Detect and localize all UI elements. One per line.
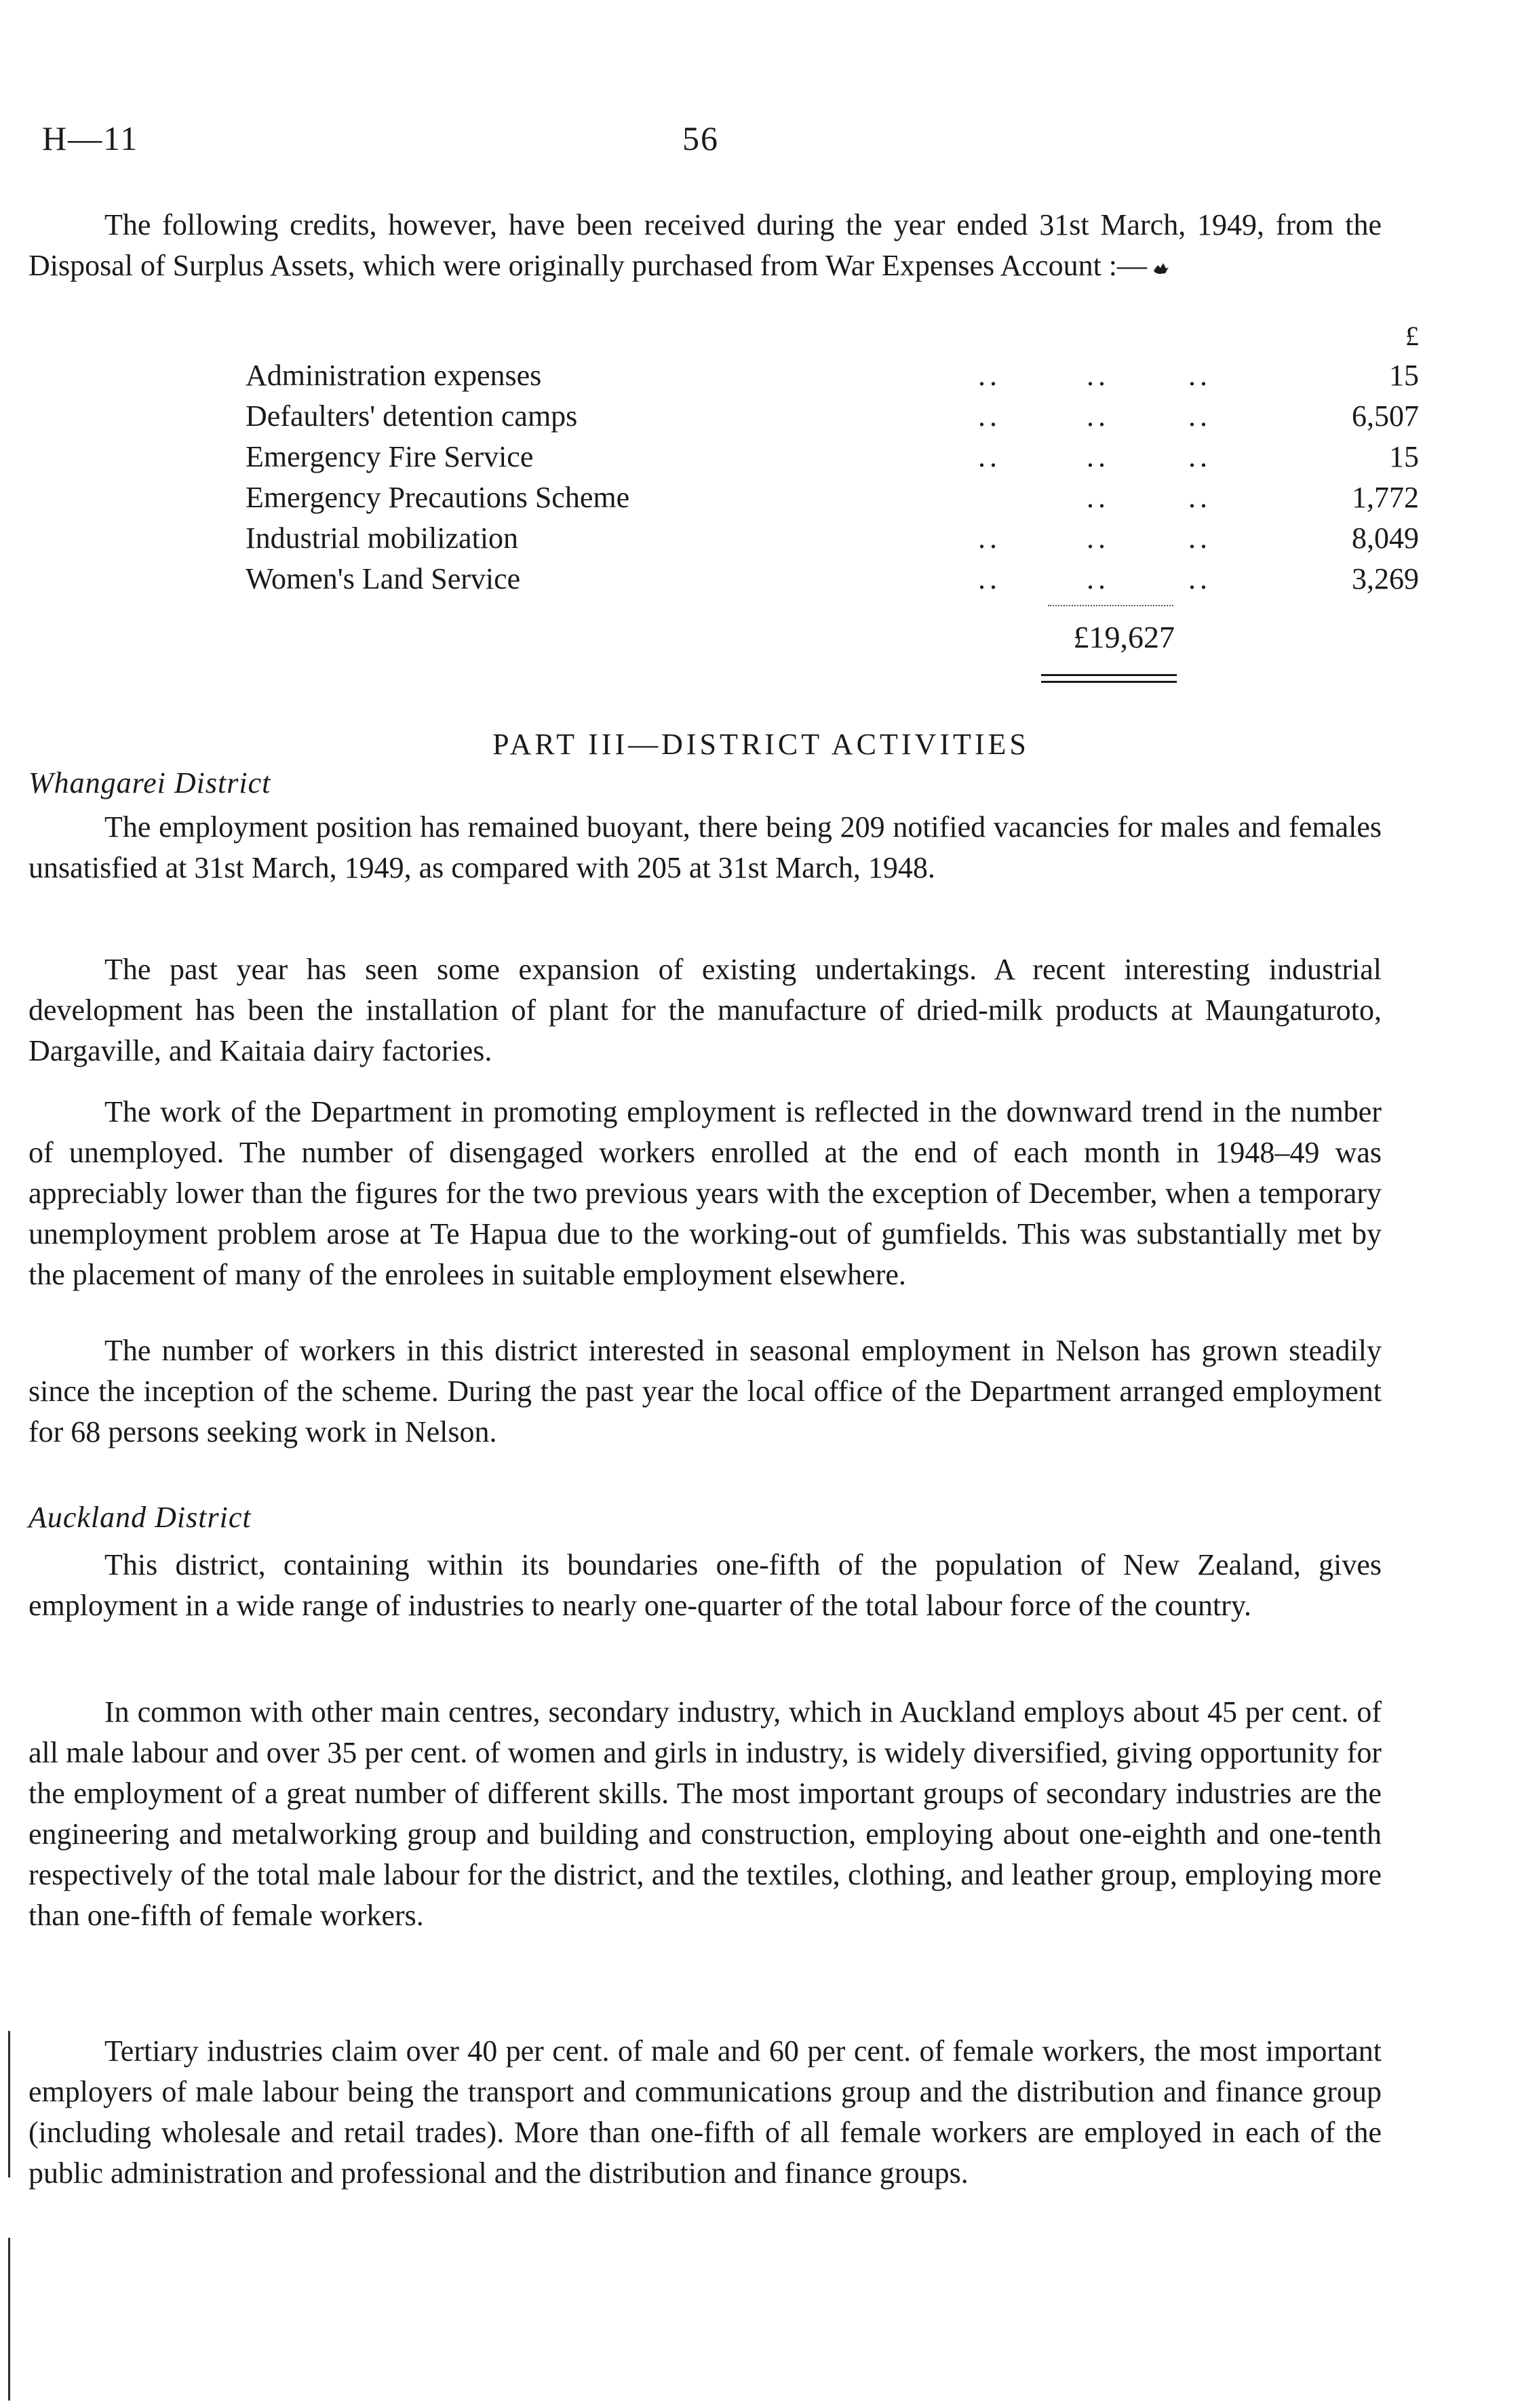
dot-leader: .. bbox=[978, 440, 1001, 473]
total-double-rule bbox=[1041, 674, 1177, 683]
credit-label: Industrial mobilization bbox=[246, 521, 519, 555]
whangarei-heading: Whangarei District bbox=[28, 766, 271, 800]
credit-label: Defaulters' detention camps bbox=[246, 399, 578, 433]
dot-leader: .. bbox=[1188, 440, 1211, 473]
credits-total: £19,627 bbox=[1073, 620, 1175, 654]
credit-amount: 8,049 bbox=[1352, 521, 1419, 555]
currency-header: £ bbox=[1405, 321, 1419, 351]
whangarei-paragraph-4: The number of workers in this district interested in seasonal employment in Nelson has grown steadily since the inception of the scheme. During the past year the local office of the Department arranged employment for 68 persons seeking work in Nelson. bbox=[28, 1334, 1382, 1448]
auckland-paragraph-3: Tertiary industries claim over 40 per cent. of male and 60 per cent. of female workers, the most important employers of male labour being the transport and communications group and the distribution and finance group (including wholesale and retail trades). More than one-fifth of all female workers are employed in each of the public administration and professional and the distribution and finance groups. bbox=[28, 2034, 1382, 2190]
dot-leader: .. bbox=[978, 521, 1001, 555]
credit-row bbox=[246, 518, 1419, 559]
whangarei-paragraph-1: The employment position has remained buoyant, there being 209 notified vacancies for males and females unsatisfied at 31st March, 1949, as compared with 205 at 31st March, 1948. bbox=[28, 810, 1382, 884]
margin-line bbox=[8, 2238, 10, 2401]
whangarei-paragraph-3: The work of the Department in promoting employment is reflected in the downward trend in the number of unemployed. The number of disengaged workers enrolled at the end of each month in 1948–49 was appreciably lower than the figures for the two previous years with the exception of December, when a temporary unemployment problem arose at Te Hapua due to the working-out of gumfields. This was substantially met by the placement of many of the enrolees in suitable employment elsewhere. bbox=[28, 1095, 1382, 1291]
dot-leader: .. bbox=[1087, 440, 1110, 473]
dot-leader: .. bbox=[1188, 359, 1211, 392]
credit-row bbox=[246, 477, 1419, 518]
ink-blot-icon bbox=[1151, 261, 1170, 276]
page-reference: H—11 bbox=[42, 119, 139, 157]
credit-label: Administration expenses bbox=[246, 359, 542, 392]
credit-row bbox=[246, 396, 1419, 437]
part-heading: PART III—DISTRICT ACTIVITIES bbox=[492, 728, 1030, 761]
dot-leader: .. bbox=[978, 359, 1001, 392]
credit-label: Women's Land Service bbox=[246, 562, 521, 595]
credit-amount: 15 bbox=[1389, 440, 1419, 473]
credit-label: Emergency Fire Service bbox=[246, 440, 534, 473]
credit-row bbox=[246, 437, 1419, 477]
credit-label: Emergency Precautions Scheme bbox=[246, 481, 630, 514]
auckland-paragraph-2: In common with other main centres, secondary industry, which in Auckland employs about 45 per cent. of all male labour and over 35 per cent. of women and girls in industry, is widely diversified, giving opportunity for the employment of a great number of different skills. The most important groups of secondary industries are the engineering and metalworking group and building and construction, employing about one-eighth and one-tenth respectively of the total male labour for the district, and the textiles, clothing, and leather group, employing more than one-fifth of female workers. bbox=[28, 1695, 1382, 1932]
total-rule-top bbox=[1048, 605, 1173, 606]
dot-leader: .. bbox=[978, 399, 1001, 433]
dot-leader: .. bbox=[1087, 562, 1110, 595]
auckland-paragraph-1: This district, containing within its boundaries one-fifth of the population of New Zealand, gives employment in a wide range of industries to nearly one-quarter of the total labour force of the country. bbox=[28, 1548, 1382, 1622]
dot-leader: .. bbox=[1188, 521, 1211, 555]
dot-leader: .. bbox=[1087, 521, 1110, 555]
credit-amount: 15 bbox=[1389, 359, 1419, 392]
dot-leader: .. bbox=[1188, 562, 1211, 595]
credit-amount: 1,772 bbox=[1352, 481, 1419, 514]
dot-leader: .. bbox=[1087, 359, 1110, 392]
dot-leader: .. bbox=[1188, 481, 1211, 514]
dot-leader: .. bbox=[1087, 399, 1110, 433]
credit-row bbox=[246, 355, 1419, 396]
credit-amount: 6,507 bbox=[1352, 399, 1419, 433]
auckland-heading: Auckland District bbox=[28, 1501, 252, 1534]
page-number: 56 bbox=[682, 119, 719, 157]
whangarei-paragraph-2: The past year has seen some expansion of existing undertakings. A recent interesting industrial development has been the installation of plant for the manufacture of dried-milk products at Maungaturoto, Dargaville, and Kaitaia dairy factories. bbox=[28, 953, 1382, 1067]
credit-amount: 3,269 bbox=[1352, 562, 1419, 595]
dot-leader: .. bbox=[1188, 399, 1211, 433]
margin-line bbox=[8, 2031, 10, 2177]
dot-leader: .. bbox=[978, 562, 1001, 595]
intro-text: The following credits, however, have been received during the year ended 31st March, 1949, from the Disposal of Surplus Assets, which were originally purchased from War Expenses Account :— bbox=[28, 208, 1382, 282]
intro-paragraph bbox=[28, 205, 1382, 286]
credit-row bbox=[246, 559, 1419, 599]
dot-leader: .. bbox=[1087, 481, 1110, 514]
